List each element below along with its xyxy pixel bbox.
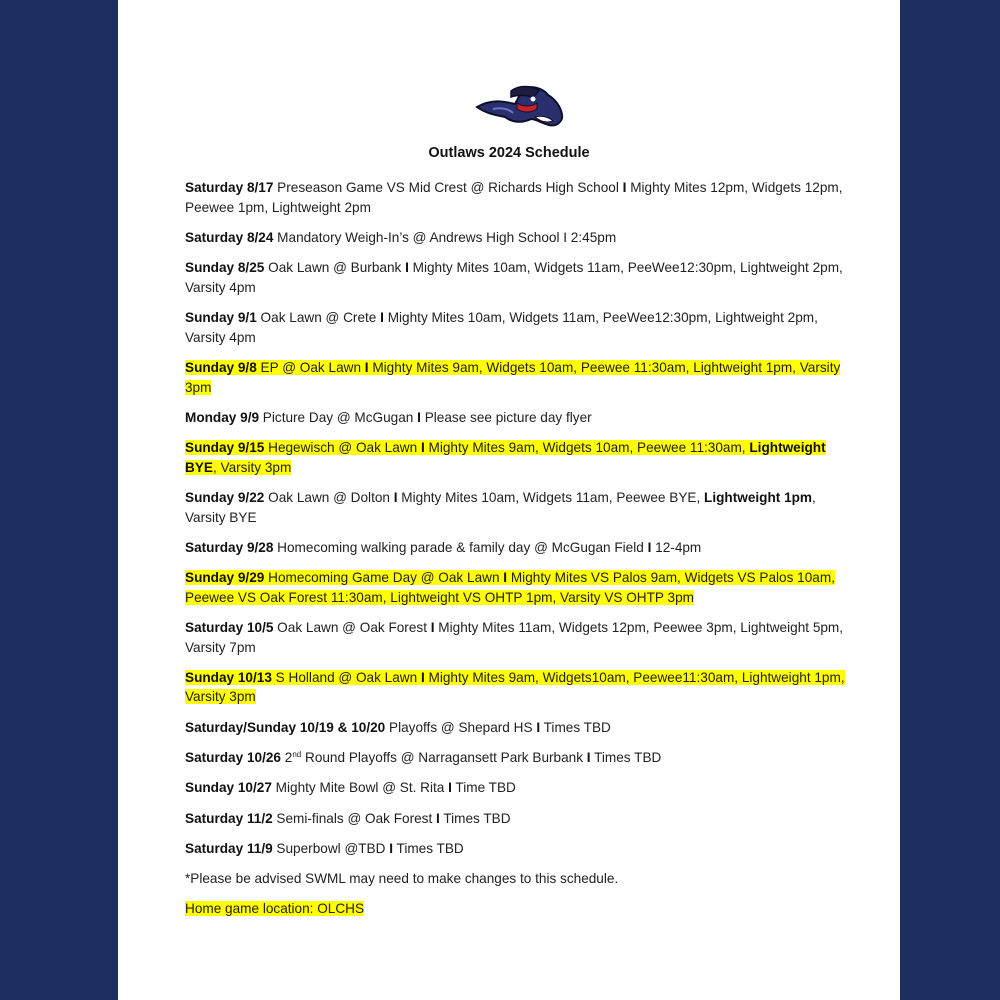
entry-date: Saturday 10/5 — [185, 619, 274, 635]
entry-date: Sunday 9/8 — [185, 359, 257, 375]
schedule-entry: Saturday 9/28 Homecoming walking parade & family day @ McGugan Field I 12-4pm — [185, 539, 702, 555]
schedule-entry-home: Sunday 9/29 Homecoming Game Day @ Oak Lawn I Mighty Mites VS Palos 9am, Widgets VS Palos 10am, Peewee VS Oak Forest 11:30am, Lightweight VS OHTP 1pm, Varsity VS OHTP 3pm — [185, 570, 835, 605]
schedule-entry: Saturday 8/17 Preseason Game VS Mid Crest @ Richards High School I Mighty Mites 12pm, Widgets 12pm, Peewee 1pm, Lightweight 2pm — [185, 180, 843, 215]
schedule-entry: Monday 9/9 Picture Day @ McGugan I Please see picture day flyer — [185, 409, 592, 425]
schedule-entry: Saturday 10/26 2nd Round Playoffs @ Narragansett Park Burbank I Times TBD — [185, 750, 662, 765]
schedule-entry: Saturday 11/2 Semi-finals @ Oak Forest I Times TBD — [185, 810, 511, 826]
schedule-entry: Saturday 8/24 Mandatory Weigh-In’s @ Andrews High School I 2:45pm — [185, 229, 617, 245]
entry-date: Sunday 9/1 — [185, 310, 257, 326]
entry-date: Saturday 9/28 — [185, 539, 274, 555]
entry-date: Saturday 11/9 — [185, 840, 273, 856]
entry-date: Saturday 8/17 — [185, 180, 274, 195]
entry-date: Saturday/Sunday 10/19 & 10/20 — [185, 719, 386, 735]
schedule-entry: Saturday 10/5 Oak Lawn @ Oak Forest I Mighty Mites 11am, Widgets 12pm, Peewee 3pm, Lightweight 5pm, Varsity 7pm — [185, 619, 844, 655]
entry-date: Saturday 11/2 — [185, 810, 273, 826]
schedule-entry: Sunday 8/25 Oak Lawn @ Burbank I Mighty Mites 10am, Widgets 11am, PeeWee12:30pm, Lightweight 2pm, Varsity 4pm — [185, 260, 843, 295]
schedule-entry-home: Sunday 9/8 EP @ Oak Lawn I Mighty Mites 9am, Widgets 10am, Peewee 11:30am, Lightweight 1pm, Varsity 3pm — [185, 359, 841, 395]
schedule-page — [118, 0, 900, 1000]
entry-date: Monday 9/9 — [185, 409, 260, 425]
entry-date: Sunday 8/25 — [185, 260, 265, 276]
schedule-entry: Sunday 10/27 Mighty Mite Bowl @ St. Rita I Time TBD — [185, 780, 516, 796]
schedule-list — [185, 178, 855, 930]
schedule-entry: Saturday/Sunday 10/19 & 10/20 Playoffs @ Shepard HS I Times TBD — [185, 719, 611, 735]
entry-date: Sunday 9/22 — [185, 489, 265, 505]
home-location: Home game location: OLCHS — [185, 901, 365, 917]
entry-date: Sunday 9/29 — [185, 570, 265, 586]
schedule-note: *Please be advised SWML may need to make changes to this schedule. — [185, 871, 619, 887]
schedule-entry: Sunday 9/1 Oak Lawn @ Crete I Mighty Mites 10am, Widgets 11am, PeeWee12:30pm, Lightweight 2pm, Varsity 4pm — [185, 310, 818, 345]
page-title: Outlaws 2024 Schedule — [428, 145, 590, 161]
entry-date: Sunday 10/27 — [185, 780, 272, 796]
entry-date: Saturday 10/26 — [185, 750, 281, 765]
schedule-entry-home: Sunday 9/15 Hegewisch @ Oak Lawn I Mighty Mites 9am, Widgets 10am, Peewee 11:30am, Lightweight BYE, Varsity 3pm — [185, 440, 826, 475]
entry-date: Sunday 10/13 — [185, 669, 272, 685]
outlaw-mascot-logo-icon — [473, 83, 565, 129]
schedule-entry: Saturday 11/9 Superbowl @TBD I Times TBD — [185, 840, 464, 856]
entry-date: Sunday 9/15 — [185, 440, 265, 456]
entry-date: Saturday 8/24 — [185, 229, 274, 245]
schedule-entry-home: Sunday 10/13 S Holland @ Oak Lawn I Mighty Mites 9am, Widgets10am, Peewee11:30am, Lightweight 1pm, Varsity 3pm — [185, 669, 845, 705]
schedule-entry: Sunday 9/22 Oak Lawn @ Dolton I Mighty Mites 10am, Widgets 11am, Peewee BYE, Lightweight 1pm, Varsity BYE — [185, 489, 816, 525]
